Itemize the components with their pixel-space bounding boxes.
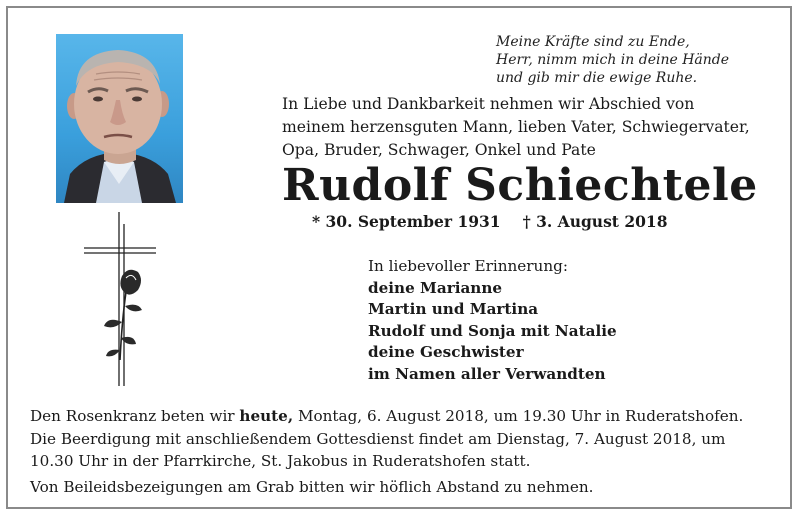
verse-line: Herr, nimm mich in deine Hände	[496, 52, 730, 68]
deceased-name: Rudolf Schiechtele	[282, 160, 758, 211]
portrait-image	[56, 34, 183, 203]
rosary-text: Den Rosenkranz beten wir	[30, 407, 240, 425]
rosary-time: Montag, 6. August 2018, um 19.30 Uhr in Ruderatshofen.	[293, 407, 744, 425]
mourner: Rudolf und Sonja mit Natalie	[368, 321, 617, 340]
intro-line: In Liebe und Dankbarkeit nehmen wir Abschied von	[282, 95, 695, 113]
death-date: † 3. August 2018	[522, 212, 668, 231]
mourner: deine Marianne	[368, 278, 503, 297]
condolence-note: Von Beileidsbezeigungen am Grab bitten wir höflich Abstand zu nehmen.	[30, 477, 594, 496]
mourners-label: In liebevoller Erinnerung:	[368, 257, 568, 275]
rosary-today: heute,	[239, 407, 294, 425]
rosary-line	[30, 405, 790, 428]
mourner: im Namen aller Verwandten	[368, 364, 606, 383]
intro-line: meinem herzensguten Mann, lieben Vater, Schwiegervater,	[282, 118, 750, 136]
cross-with-rose-icon	[78, 210, 158, 390]
mourners-list	[368, 256, 728, 386]
mourner: deine Geschwister	[368, 343, 524, 362]
mourner: Martin und Martina	[368, 300, 539, 319]
funeral-location-line: 10.30 Uhr in der Pfarrkirche, St. Jakobus in Ruderatshofen statt.	[30, 452, 531, 470]
verse	[496, 33, 736, 87]
verse-line: Meine Kräfte sind zu Ende,	[496, 34, 690, 50]
birth-date: * 30. September 1931	[312, 212, 501, 231]
life-dates	[312, 212, 668, 231]
funeral-line: Die Beerdigung mit anschließendem Gottesdienst findet am Dienstag, 7. August 2018, um	[30, 429, 726, 448]
service-details	[30, 405, 790, 498]
verse-line: und gib mir die ewige Ruhe.	[496, 70, 698, 86]
intro-line: Opa, Bruder, Schwager, Onkel und Pate	[282, 141, 596, 159]
intro-text	[282, 93, 752, 162]
portrait-photo	[56, 34, 183, 203]
